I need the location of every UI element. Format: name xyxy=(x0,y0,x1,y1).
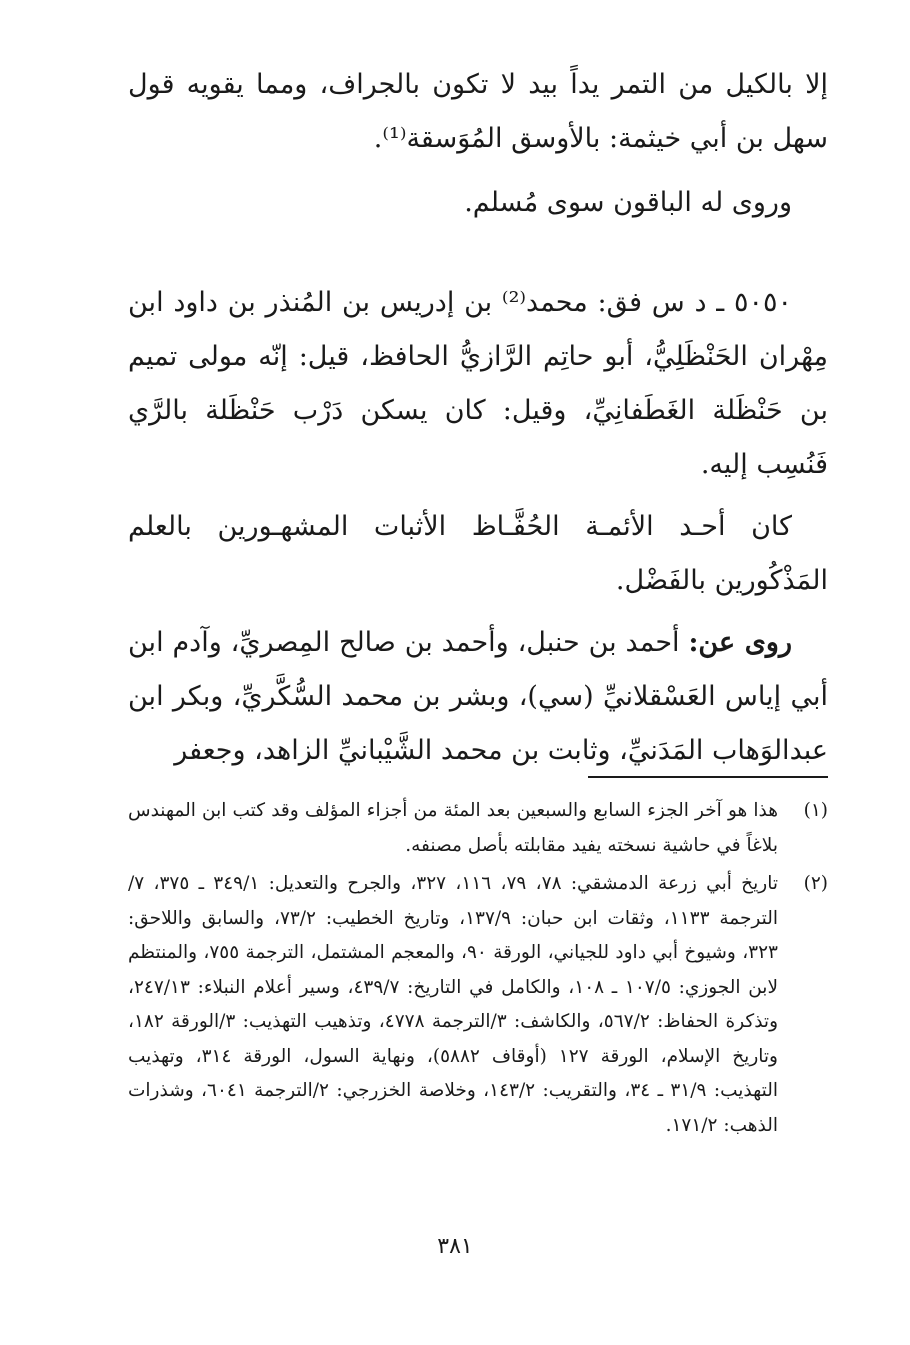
paragraph-continuation: إلا بالكيل من التمر يداً بيد لا تكون بالجراف، ومما يقويه قول سهل بن أبي خيثمة: بالأوسق المُوَسقة⁽¹⁾. xyxy=(128,69,828,154)
entry-codes: ـ د س فق: xyxy=(597,287,725,318)
footnote-text: هذا هو آخر الجزء السابع والسبعين بعد المئة من أجزاء المؤلف وقد كتب ابن المهندس بلاغاً في حاشية نسخته يفيد مقابلته بأصل مصنفه. xyxy=(128,800,778,856)
footnotes xyxy=(128,794,828,1147)
footnote-number: (١) xyxy=(803,800,828,821)
biography-entry xyxy=(128,276,828,492)
entry-name: محمد⁽²⁾ بن إدريس بن المُنذر بن داود ابن مِهْران الحَنْظَلِيُّ، أبو حاتِم الرَّازيُّ الحافظ، قيل: إنّه مولى تميم بن حَنْظَلة الغَطَفانِيِّ، وقيل: كان يسكن دَرْب حَنْظَلة بالرَّي فَنُسِب إليه. xyxy=(128,287,828,480)
narrators-text: وروى له الباقون سوى مُسلم. xyxy=(464,187,792,218)
footnote-1 xyxy=(128,794,828,863)
paragraph-praise xyxy=(128,500,828,608)
narrated-from-label: روى عن: xyxy=(688,627,792,658)
paragraph-narrators xyxy=(128,176,828,230)
footnote-2 xyxy=(128,867,828,1143)
praise-text: كان أحـد الأئمـة الحُفَّـاظ الأثبات المشهـورين بالعلم المَذْكُورين بالفَضْل. xyxy=(128,511,828,596)
footnote-divider xyxy=(588,776,828,778)
narrated-from-text: أحمد بن حنبل، وأحمد بن صالح المِصريِّ، وآدم ابن أبي إياس العَسْقلانيِّ (سي)، وبشر بن محمد السُّكَّريِّ، وبكر ابن عبدالوَهاب المَدَنيِّ، وثابت بن محمد الشَّيْبانيِّ الزاهد، وجعفر xyxy=(128,627,828,766)
footnote-number: (٢) xyxy=(803,873,828,894)
entry-number: ٥٠٥٠ xyxy=(733,287,792,318)
page-number: ٣٨١ xyxy=(437,1234,473,1259)
main-text xyxy=(128,58,828,778)
paragraph-narrated-from xyxy=(128,616,828,778)
footnote-text: تاريخ أبي زرعة الدمشقي: ٧٨، ٧٩، ١١٦، ٣٢٧، والجرح والتعديل: ٣٤٩/١ ـ ٣٧٥، ٧/الترجمة ١١٣٣، وثقات ابن حبان: ١٣٧/٩، وتاريخ الخطيب: ٧٣/٢، والسابق واللاحق: ٣٢٣، وشيوخ أبي داود للجياني، الورقة ٩٠، والمعجم المشتمل، الترجمة ٧٥٥، والمنتظم لابن الجوزي: ١٠٧/٥ ـ ١٠٨، والكامل في التاريخ: ٤٣٩/٧، وسير أعلام النبلاء: ٢٤٧/١٣، وتذكرة الحفاظ: ٥٦٧/٢، والكاشف: ٣/الترجمة ٤٧٧٨، وتذهيب التهذيب: ٣/الورقة ١٨٢، وتاريخ الإسلام، الورقة ١٢٧ (أوقاف ٥٨٨٢)، ونهاية السول، الورقة ٣١٤، وتهذيب التهذيب: ٣١/٩ ـ ٣٤، والتقريب: ١٤٣/٢، وخلاصة الخزرجي: ٢/الترجمة ٦٠٤١، وشذرات الذهب: ١٧١/٢. xyxy=(128,873,779,1136)
